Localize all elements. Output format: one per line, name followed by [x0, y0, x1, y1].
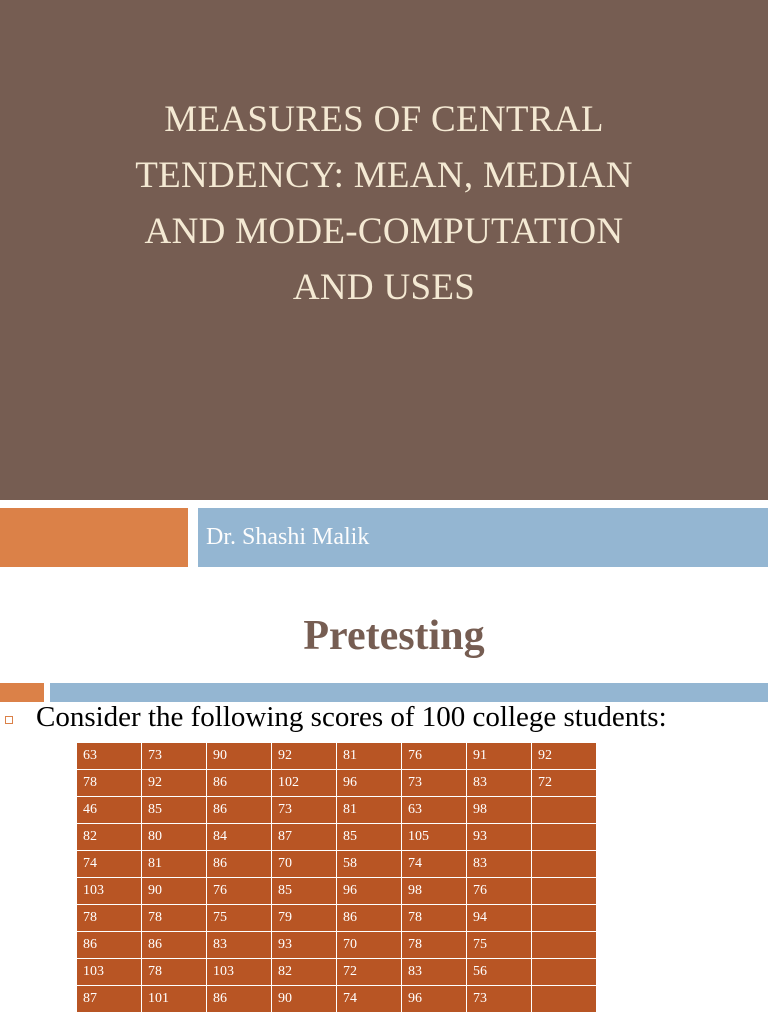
table-cell: 96 — [337, 878, 402, 905]
table-cell — [532, 878, 597, 905]
table-cell: 76 — [467, 878, 532, 905]
table-cell: 74 — [402, 851, 467, 878]
table-cell: 83 — [467, 851, 532, 878]
table-cell: 84 — [207, 824, 272, 851]
table-cell: 78 — [142, 905, 207, 932]
table-cell: 85 — [272, 878, 337, 905]
table-cell: 81 — [337, 797, 402, 824]
table-cell: 83 — [207, 932, 272, 959]
table-cell: 78 — [142, 959, 207, 986]
table-cell: 86 — [77, 932, 142, 959]
table-cell: 72 — [532, 770, 597, 797]
table-row — [77, 905, 597, 932]
table-cell — [532, 959, 597, 986]
table-cell — [532, 932, 597, 959]
title-line: MEASURES OF CENTRAL — [164, 99, 604, 140]
table-row — [77, 770, 597, 797]
table-cell: 90 — [207, 743, 272, 770]
table-cell: 74 — [337, 986, 402, 1013]
table-cell: 87 — [77, 986, 142, 1013]
table-cell: 86 — [207, 797, 272, 824]
table-cell — [532, 905, 597, 932]
title-line: AND USES — [292, 267, 476, 308]
table-cell: 96 — [402, 986, 467, 1013]
table-cell: 72 — [337, 959, 402, 986]
table-cell: 86 — [337, 905, 402, 932]
accent-bar-orange — [0, 508, 188, 567]
table-cell: 82 — [272, 959, 337, 986]
table-cell: 86 — [207, 986, 272, 1013]
table-cell: 86 — [207, 851, 272, 878]
table-cell: 70 — [337, 932, 402, 959]
table-cell: 56 — [467, 959, 532, 986]
table-cell: 85 — [142, 797, 207, 824]
title-line: TENDENCY: MEAN, MEDIAN — [135, 155, 633, 196]
table-cell: 58 — [337, 851, 402, 878]
table-cell: 79 — [272, 905, 337, 932]
table-row — [77, 932, 597, 959]
table-cell: 83 — [402, 959, 467, 986]
table-cell: 73 — [467, 986, 532, 1013]
table-cell: 73 — [272, 797, 337, 824]
table-cell: 75 — [207, 905, 272, 932]
table-row — [77, 986, 597, 1013]
table-cell: 93 — [467, 824, 532, 851]
table-cell: 105 — [402, 824, 467, 851]
bullet-square-icon — [5, 716, 13, 724]
table-cell: 78 — [402, 905, 467, 932]
table-cell: 73 — [142, 743, 207, 770]
table-cell: 46 — [77, 797, 142, 824]
table-cell: 82 — [77, 824, 142, 851]
bullet-text: Consider the following scores of 100 college students: — [36, 701, 667, 733]
table-cell: 74 — [77, 851, 142, 878]
main-title — [40, 92, 728, 316]
table-cell: 94 — [467, 905, 532, 932]
table-cell: 92 — [532, 743, 597, 770]
table-cell: 92 — [272, 743, 337, 770]
table-row — [77, 824, 597, 851]
table-cell: 101 — [142, 986, 207, 1013]
table-row — [77, 878, 597, 905]
author-name: Dr. Shashi Malik — [206, 524, 370, 550]
table-cell: 93 — [272, 932, 337, 959]
table-cell: 102 — [272, 770, 337, 797]
table-cell: 80 — [142, 824, 207, 851]
table-cell: 90 — [272, 986, 337, 1013]
table-cell: 83 — [467, 770, 532, 797]
table-cell: 103 — [77, 878, 142, 905]
table-cell: 78 — [77, 905, 142, 932]
table-cell: 78 — [402, 932, 467, 959]
table-cell: 86 — [142, 932, 207, 959]
table-cell — [532, 986, 597, 1013]
table-row — [77, 743, 597, 770]
table-cell: 86 — [207, 770, 272, 797]
table-cell: 73 — [402, 770, 467, 797]
table-cell: 75 — [467, 932, 532, 959]
table-row — [77, 959, 597, 986]
table-cell: 90 — [142, 878, 207, 905]
table-cell: 96 — [337, 770, 402, 797]
table-row — [77, 851, 597, 878]
table-cell: 87 — [272, 824, 337, 851]
table-cell: 70 — [272, 851, 337, 878]
table-cell: 92 — [142, 770, 207, 797]
table-cell: 63 — [402, 797, 467, 824]
title-slide-background — [0, 0, 768, 500]
table-cell: 103 — [77, 959, 142, 986]
table-cell: 63 — [77, 743, 142, 770]
table-cell: 98 — [402, 878, 467, 905]
table-cell: 103 — [207, 959, 272, 986]
table-cell: 76 — [207, 878, 272, 905]
table-cell: 78 — [77, 770, 142, 797]
table-cell — [532, 851, 597, 878]
table-cell — [532, 797, 597, 824]
table-cell: 91 — [467, 743, 532, 770]
scores-table — [76, 742, 597, 1013]
table-cell — [532, 824, 597, 851]
table-cell: 85 — [337, 824, 402, 851]
table-cell: 81 — [337, 743, 402, 770]
table-row — [77, 797, 597, 824]
table-cell: 98 — [467, 797, 532, 824]
section-title: Pretesting — [303, 613, 485, 659]
table-cell: 76 — [402, 743, 467, 770]
title-line: AND MODE-COMPUTATION — [144, 211, 624, 252]
table-cell: 81 — [142, 851, 207, 878]
